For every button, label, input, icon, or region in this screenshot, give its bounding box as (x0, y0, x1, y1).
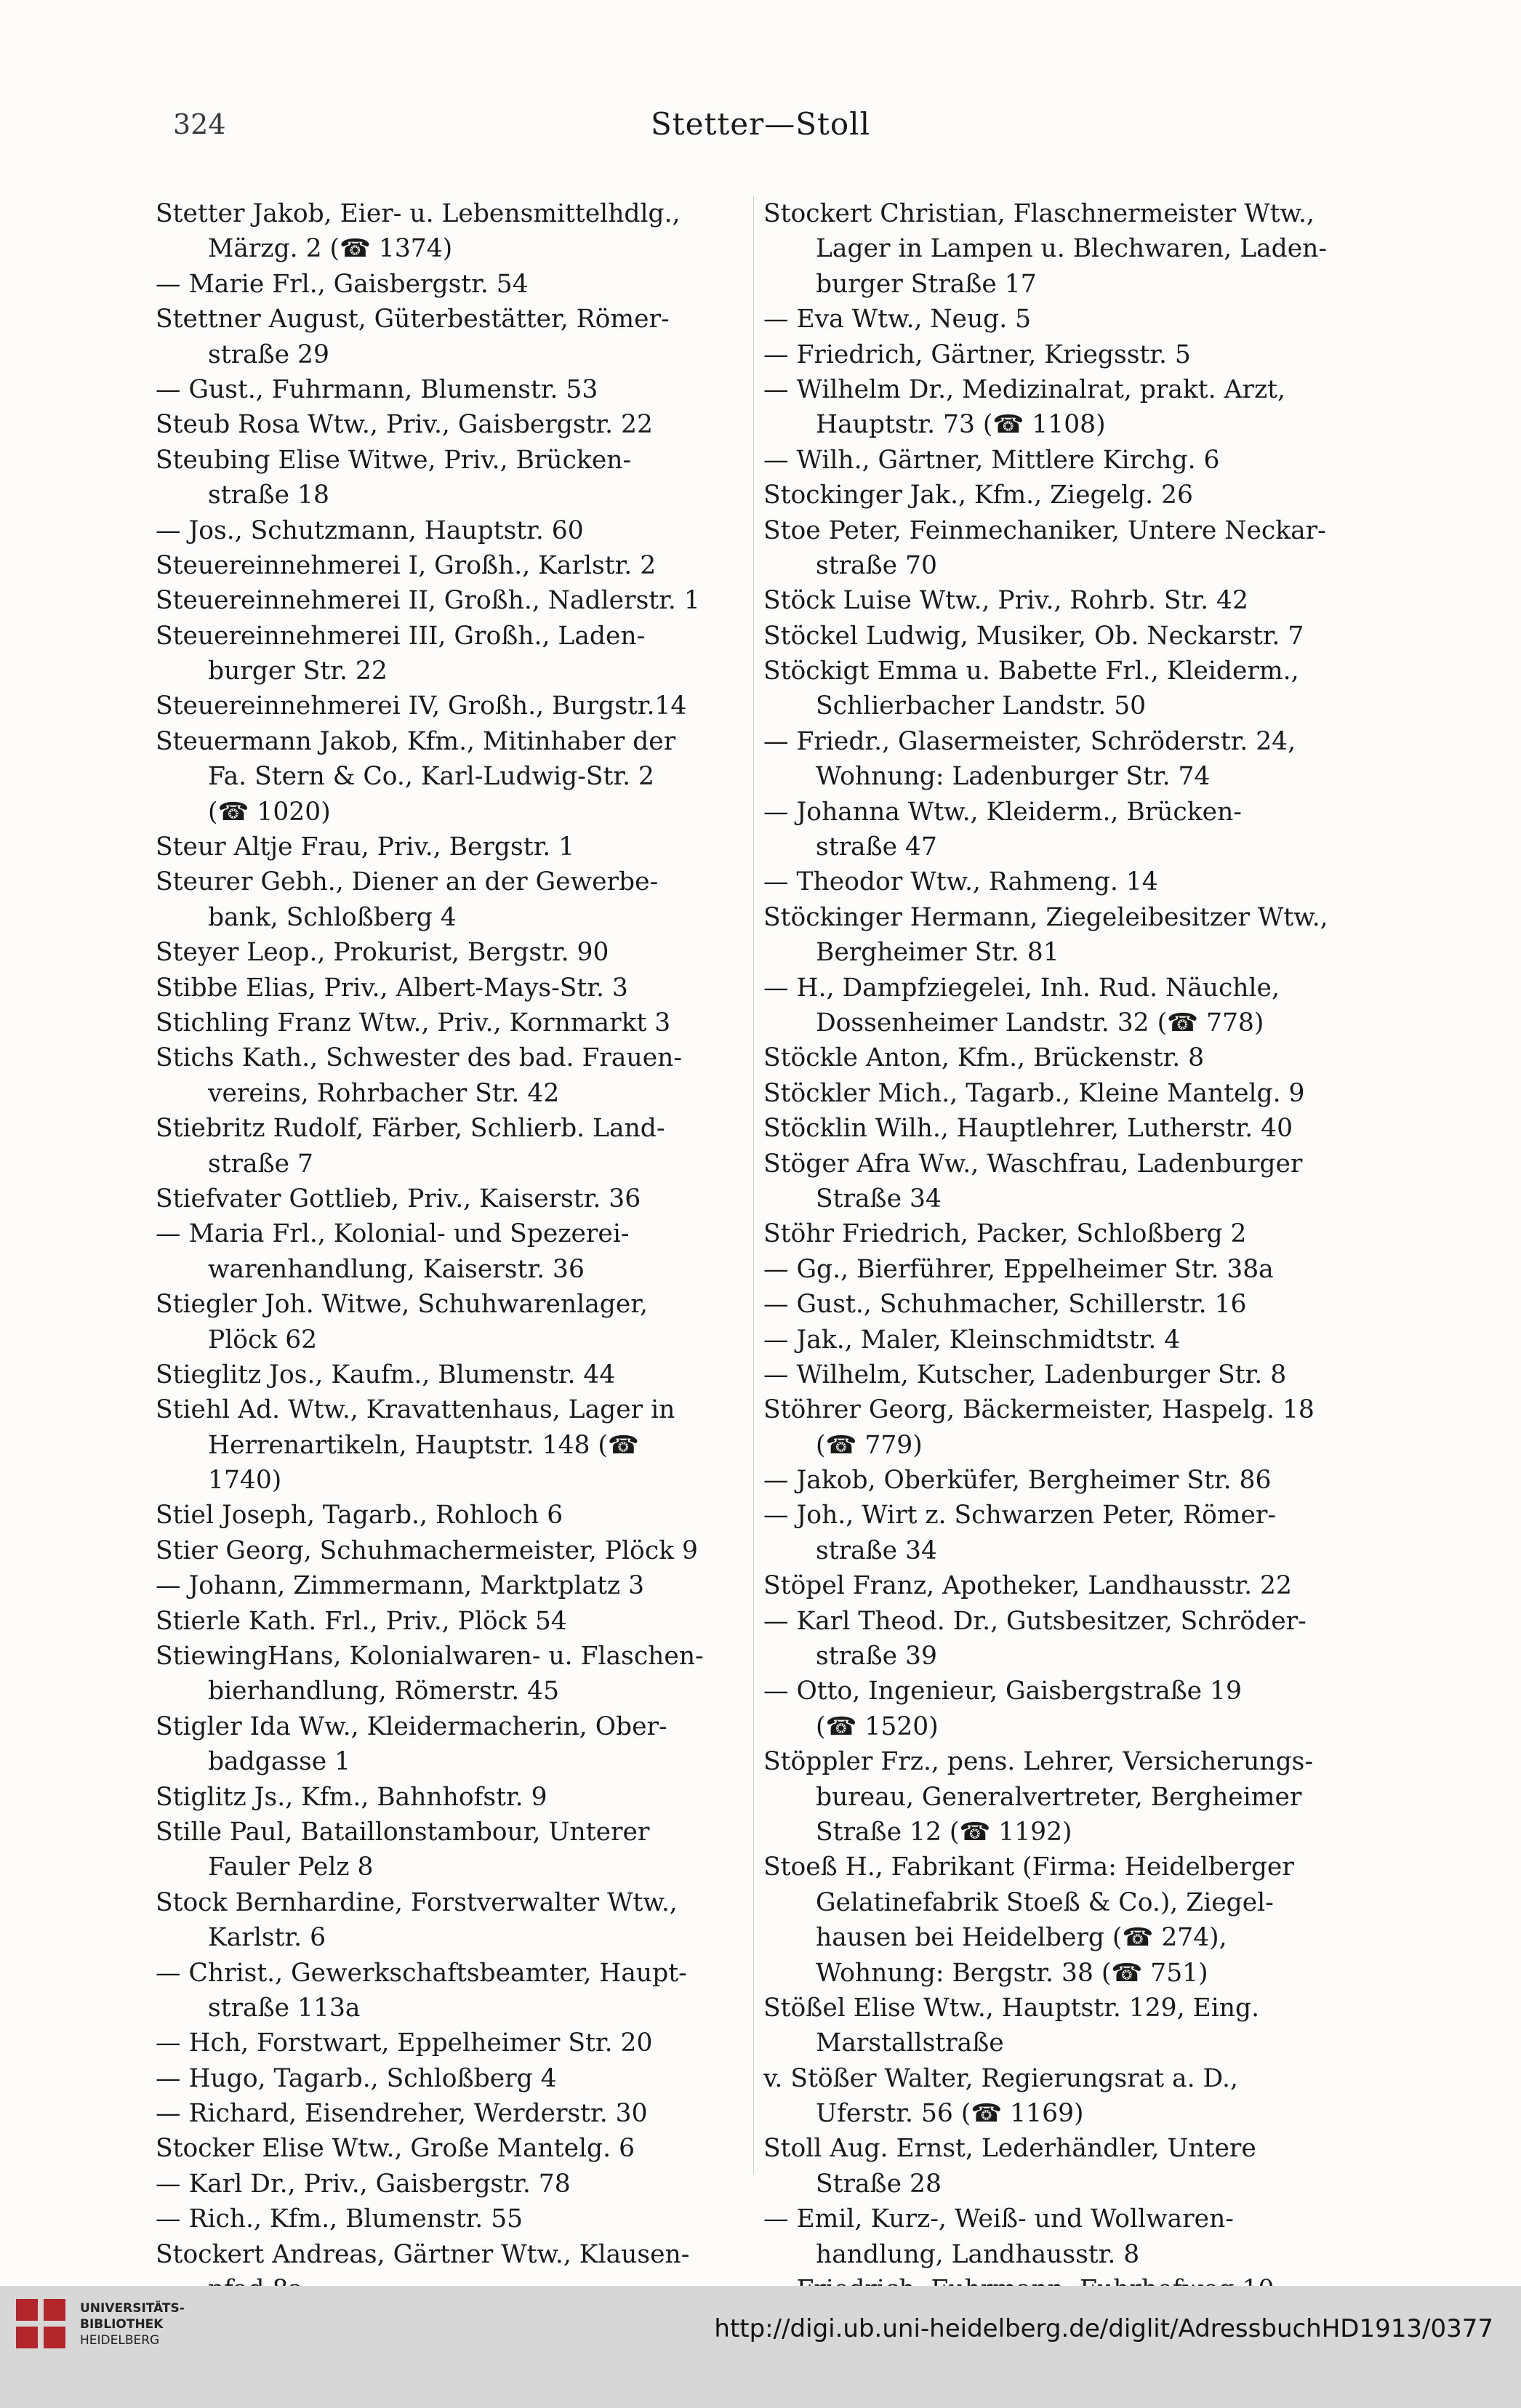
entry-line: Steuereinnehmerei III, Großh., Laden- (156, 621, 646, 651)
entry-continuation-line: straße 18 (208, 481, 329, 510)
right-column (763, 196, 1360, 2307)
entry-line: — Gust., Fuhrmann, Blumenstr. 53 (156, 374, 598, 404)
entry-line: — Rich., Kfm., Blumenstr. 55 (156, 2204, 523, 2234)
library-name-line-2: BIBLIOTHEK (80, 2317, 164, 2332)
running-head: Stetter—Stoll (651, 106, 870, 142)
entry-continuation-line: Herrenartikeln, Hauptstr. 148 (☎ (208, 1430, 639, 1460)
entry-line: Steub Rosa Wtw., Priv., Gaisbergstr. 22 (156, 410, 653, 440)
entry-line: Stockert Andreas, Gärtner Wtw., Klausen- (156, 2239, 690, 2269)
entry-continuation-line: Straße 34 (816, 1184, 942, 1213)
entry-line: — Marie Frl., Gaisbergstr. 54 (156, 269, 529, 299)
entry-line: Steuereinnehmerei II, Großh., Nadlerstr. 1 (156, 586, 700, 616)
entry-line: Stieglitz Jos., Kaufm., Blumenstr. 44 (156, 1360, 616, 1389)
entry-continuation-line: Märzg. 2 (☎ 1374) (208, 234, 453, 264)
entry-line: Stettner August, Güterbestätter, Römer- (156, 305, 670, 334)
entry-line: — Maria Frl., Kolonial- und Spezerei- (156, 1219, 630, 1249)
entry-line: Stößel Elise Wtw., Hauptstr. 129, Eing. (763, 1993, 1260, 2023)
entry-continuation-line: straße 7 (208, 1149, 314, 1179)
library-name-line-3: HEIDELBERG (80, 2333, 160, 2348)
entry-line: Stöckel Ludwig, Musiker, Ob. Neckarstr. 7 (763, 621, 1304, 651)
entry-continuation-line: bureau, Generalvertreter, Bergheimer (816, 1782, 1302, 1812)
entry-line: — Emil, Kurz-, Weiß- und Wollwaren- (763, 2204, 1234, 2234)
entry-continuation-line: Wohnung: Ladenburger Str. 74 (816, 762, 1211, 792)
entry-continuation-line: burger Str. 22 (208, 657, 388, 686)
entry-line: Stiebritz Rudolf, Färber, Schlierb. Land- (156, 1114, 665, 1144)
entry-line: Stigler Ida Ww., Kleidermacherin, Ober- (156, 1711, 667, 1741)
entry-line: — Christ., Gewerkschaftsbeamter, Haupt- (156, 1958, 687, 1988)
entry-continuation-line: Fa. Stern & Co., Karl-Ludwig-Str. 2 (208, 762, 654, 792)
entry-line: Stierle Kath. Frl., Priv., Plöck 54 (156, 1606, 567, 1636)
entry-continuation-line: Bergheimer Str. 81 (816, 938, 1059, 968)
column-divider (753, 196, 754, 2174)
entry-line: — Wilhelm, Kutscher, Ladenburger Str. 8 (763, 1360, 1287, 1389)
entry-line: — Theodor Wtw., Rahmeng. 14 (763, 867, 1158, 897)
entry-continuation-line: straße 34 (816, 1536, 937, 1565)
entry-continuation-line: bank, Schloßberg 4 (208, 902, 457, 932)
entry-line: Stockert Christian, Flaschnermeister Wtw., (763, 199, 1315, 228)
left-column (156, 196, 745, 2307)
entry-continuation-line: straße 39 (816, 1642, 937, 1671)
entry-line: — Hch, Forstwart, Eppelheimer Str. 20 (156, 2028, 653, 2058)
entry-continuation-line: bierhandlung, Römerstr. 45 (208, 1677, 560, 1706)
entry-continuation-line: Lager in Lampen u. Blechwaren, Laden- (816, 234, 1328, 264)
entry-continuation-line: burger Straße 17 (816, 269, 1037, 299)
entry-continuation-line: Dossenheimer Landstr. 32 (☎ 778) (816, 1008, 1264, 1038)
entry-line: Stöger Afra Ww., Waschfrau, Ladenburger (763, 1149, 1303, 1179)
entry-line: — Johanna Wtw., Kleiderm., Brücken- (763, 797, 1242, 827)
entry-line: v. Stößer Walter, Regierungsrat a. D., (763, 2063, 1238, 2093)
entry-line: — Johann, Zimmermann, Marktplatz 3 (156, 1571, 645, 1601)
entry-continuation-line: straße 70 (816, 550, 937, 580)
entry-line: Steuereinnehmerei I, Großh., Karlstr. 2 (156, 550, 657, 580)
entry-line: Steuereinnehmerei IV, Großh., Burgstr.14 (156, 691, 687, 721)
entry-line: Stiglitz Js., Kfm., Bahnhofstr. 9 (156, 1782, 547, 1812)
entry-continuation-line: straße 113a (208, 1993, 361, 2023)
entry-continuation-line: Wohnung: Bergstr. 38 (☎ 751) (816, 1958, 1208, 1988)
entry-line: — Otto, Ingenieur, Gaisbergstraße 19 (763, 1677, 1242, 1706)
entry-line: — H., Dampfziegelei, Inh. Rud. Näuchle, (763, 973, 1280, 1003)
entry-line: Stöhrer Georg, Bäckermeister, Haspelg. 18 (763, 1395, 1315, 1425)
entry-line: Stetter Jakob, Eier- u. Lebensmittelhdlg., (156, 199, 681, 228)
entry-line: Stiel Joseph, Tagarb., Rohloch 6 (156, 1501, 563, 1530)
entry-line: Stoe Peter, Feinmechaniker, Untere Neckar- (763, 515, 1326, 545)
entry-continuation-line: badgasse 1 (208, 1747, 351, 1777)
library-name-line-1: UNIVERSITÄTS- (80, 2301, 185, 2316)
entry-line: Stöppler Frz., pens. Lehrer, Versicherungs- (763, 1747, 1314, 1777)
source-url-link[interactable]: http://digi.ub.uni-heidelberg.de/diglit/AdressbuchHD1913/0377 (714, 2314, 1493, 2343)
entry-continuation-line: straße 47 (816, 832, 937, 862)
entry-line: Stichling Franz Wtw., Priv., Kornmarkt 3 (156, 1008, 671, 1038)
entry-line: — Karl Theod. Dr., Gutsbesitzer, Schröder- (763, 1606, 1307, 1636)
entry-line: Stöpel Franz, Apotheker, Landhausstr. 22 (763, 1571, 1292, 1601)
entry-continuation-line: 1740) (208, 1466, 282, 1496)
entry-line: — Joh., Wirt z. Schwarzen Peter, Römer- (763, 1501, 1277, 1530)
library-logo-icon (12, 2295, 73, 2356)
entry-line: Steur Altje Frau, Priv., Bergstr. 1 (156, 832, 575, 862)
entry-line: — Jak., Maler, Kleinschmidtstr. 4 (763, 1325, 1181, 1354)
entry-line: — Friedr., Glasermeister, Schröderstr. 24, (763, 726, 1296, 756)
entry-line: Steyer Leop., Prokurist, Bergstr. 90 (156, 938, 609, 968)
entry-continuation-line: hausen bei Heidelberg (☎ 274), (816, 1923, 1227, 1953)
entry-line: — Wilhelm Dr., Medizinalrat, prakt. Arzt, (763, 374, 1286, 404)
entry-line: Stock Bernhardine, Forstverwalter Wtw., (156, 1887, 678, 1917)
entry-line: Steurer Gebh., Diener an der Gewerbe- (156, 867, 659, 897)
entry-line: Stöhr Friedrich, Packer, Schloßberg 2 (763, 1219, 1247, 1249)
entry-line: Stöck Luise Wtw., Priv., Rohrb. Str. 42 (763, 586, 1248, 616)
entry-line: Stocker Elise Wtw., Große Mantelg. 6 (156, 2134, 635, 2164)
entry-line: Steubing Elise Witwe, Priv., Brücken- (156, 445, 632, 475)
entry-line: StiewingHans, Kolonialwaren- u. Flaschen- (156, 1642, 704, 1671)
entry-line: Stöckinger Hermann, Ziegeleibesitzer Wtw., (763, 902, 1328, 932)
entry-line: Stichs Kath., Schwester des bad. Frauen- (156, 1043, 682, 1073)
entry-line: — Gg., Bierführer, Eppelheimer Str. 38a (763, 1254, 1274, 1284)
entry-line: — Richard, Eisendreher, Werderstr. 30 (156, 2099, 648, 2129)
entry-continuation-line: warenhandlung, Kaiserstr. 36 (208, 1254, 585, 1284)
entry-line: — Hugo, Tagarb., Schloßberg 4 (156, 2063, 557, 2093)
library-name (80, 2300, 185, 2348)
entry-line: Stoll Aug. Ernst, Lederhändler, Untere (763, 2134, 1256, 2164)
entry-line: — Gust., Schuhmacher, Schillerstr. 16 (763, 1290, 1247, 1320)
entry-line: — Eva Wtw., Neug. 5 (763, 305, 1032, 334)
entry-line: — Karl Dr., Priv., Gaisbergstr. 78 (156, 2169, 571, 2199)
entry-line: — Friedrich, Gärtner, Kriegsstr. 5 (763, 340, 1191, 369)
entry-line: Stiegler Joh. Witwe, Schuhwarenlager, (156, 1290, 648, 1320)
entry-continuation-line: Fauler Pelz 8 (208, 1853, 374, 1882)
entry-line: Stille Paul, Bataillonstambour, Unterer (156, 1817, 650, 1847)
entry-line: — Jos., Schutzmann, Hauptstr. 60 (156, 515, 584, 545)
entry-continuation-line: handlung, Landhausstr. 8 (816, 2239, 1140, 2269)
entry-line: — Wilh., Gärtner, Mittlere Kirchg. 6 (763, 445, 1220, 475)
entry-continuation-line: Straße 12 (☎ 1192) (816, 1817, 1072, 1847)
entry-continuation-line: Uferstr. 56 (☎ 1169) (816, 2099, 1084, 2129)
entry-continuation-line: Hauptstr. 73 (☎ 1108) (816, 410, 1106, 440)
entry-continuation-line: (☎ 779) (816, 1430, 923, 1460)
entry-continuation-line: vereins, Rohrbacher Str. 42 (208, 1078, 560, 1108)
footer-band (0, 2286, 1521, 2408)
entry-continuation-line: Schlierbacher Landstr. 50 (816, 691, 1147, 721)
entry-continuation-line: (☎ 1520) (816, 1711, 939, 1741)
entry-line: Stiehl Ad. Wtw., Kravattenhaus, Lager in (156, 1395, 675, 1425)
page-number: 324 (173, 108, 226, 140)
entry-line: Steuermann Jakob, Kfm., Mitinhaber der (156, 726, 676, 756)
entry-continuation-line: straße 29 (208, 340, 329, 369)
entry-line: Stöckigt Emma u. Babette Frl., Kleiderm., (763, 657, 1299, 686)
entry-line: Stöckle Anton, Kfm., Brückenstr. 8 (763, 1043, 1205, 1073)
entry-line: Stöcklin Wilh., Hauptlehrer, Lutherstr. 40 (763, 1114, 1293, 1144)
entry-line: — Jakob, Oberküfer, Bergheimer Str. 86 (763, 1466, 1272, 1496)
entry-continuation-line: (☎ 1020) (208, 797, 331, 827)
entry-continuation-line: Plöck 62 (208, 1325, 318, 1354)
entry-line: Stoeß H., Fabrikant (Firma: Heidelberger (763, 1853, 1294, 1882)
entry-continuation-line: Straße 28 (816, 2169, 942, 2199)
entry-line: Stiefvater Gottlieb, Priv., Kaiserstr. 36 (156, 1184, 641, 1213)
entry-continuation-line: Gelatinefabrik Stoeß & Co.), Ziegel- (816, 1887, 1274, 1917)
entry-line: Stockinger Jak., Kfm., Ziegelg. 26 (763, 481, 1193, 510)
entry-line: Stier Georg, Schuhmachermeister, Plöck 9 (156, 1536, 698, 1565)
entry-continuation-line: Karlstr. 6 (208, 1923, 326, 1953)
entry-line: Stöckler Mich., Tagarb., Kleine Mantelg. 9 (763, 1078, 1305, 1108)
entry-continuation-line: Marstallstraße (816, 2028, 1004, 2058)
entry-line: Stibbe Elias, Priv., Albert-Mays-Str. 3 (156, 973, 628, 1003)
